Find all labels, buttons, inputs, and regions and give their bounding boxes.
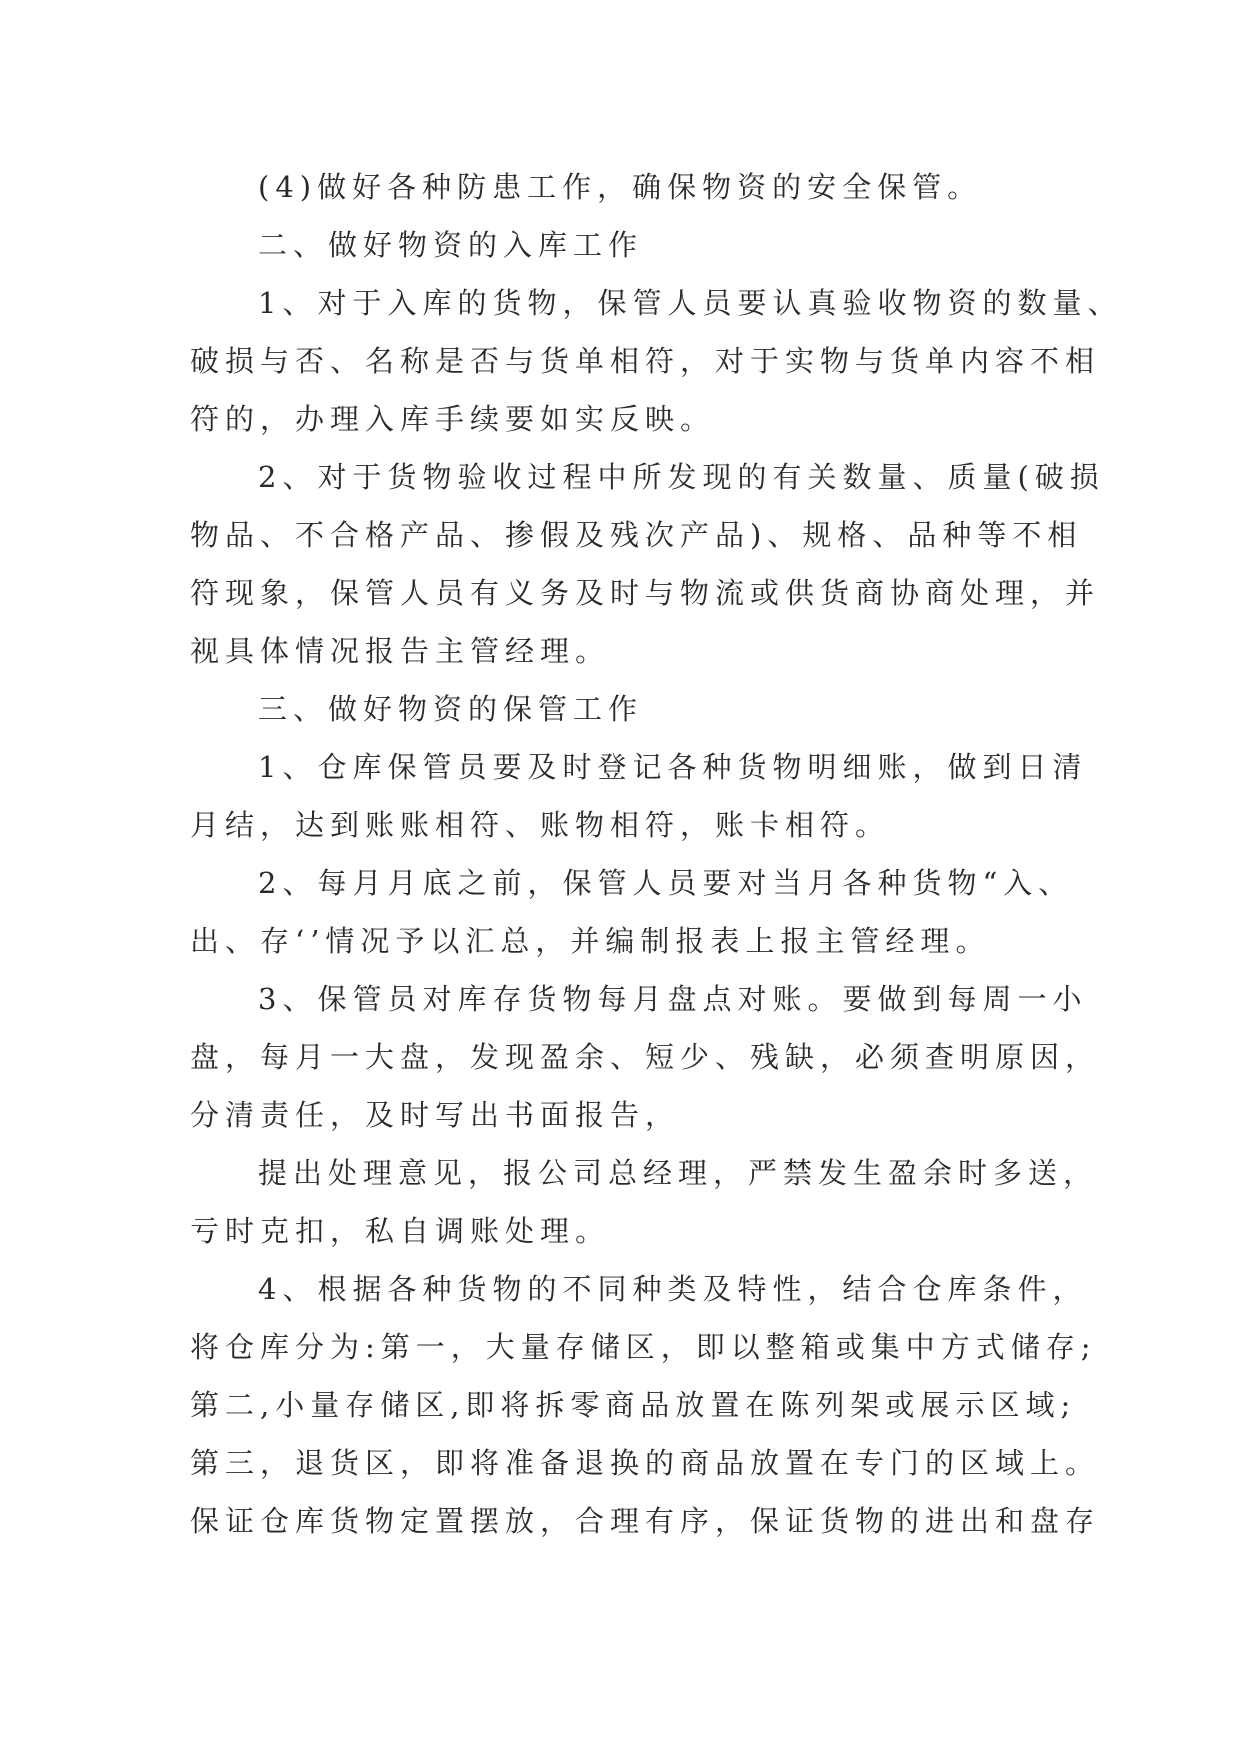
text-line-24: 保证仓库货物定置摆放，合理有序，保证货物的进出和盘存 xyxy=(190,1504,1101,1538)
text-line-1: (4)做好各种防患工作，确保物资的安全保管。 xyxy=(258,170,983,204)
section-heading-2: 二、做好物资的入库工作 xyxy=(258,228,644,262)
text-line-7: 物品、不合格产品、掺假及残次产品)、规格、品种等不相 xyxy=(190,518,1083,552)
text-line-8: 符现象，保管人员有义务及时与物流或供货商协商处理，并 xyxy=(190,576,1101,610)
text-line-14: 出、存‘’情况予以汇总，并编制报表上报主管经理。 xyxy=(190,924,991,958)
text-line-17: 分清责任，及时写出书面报告， xyxy=(190,1098,681,1132)
text-line-4: 破损与否、名称是否与货单相符，对于实物与货单内容不相 xyxy=(190,344,1101,378)
text-line-12: 月结，达到账账相符、账物相符，账卡相符。 xyxy=(190,808,891,842)
section-heading-3: 三、做好物资的保管工作 xyxy=(258,692,644,726)
text-line-5: 符的，办理入库手续要如实反映。 xyxy=(190,402,716,436)
text-line-13: 2、每月月底之前，保管人员要对当月各种货物“入、 xyxy=(258,866,1074,900)
text-line-20: 4、根据各种货物的不同种类及特性，结合仓库条件， xyxy=(258,1272,1088,1306)
text-line-22: 第二,小量存储区,即将拆零商品放置在陈列架或展示区域; xyxy=(190,1388,1077,1422)
text-line-6: 2、对于货物验收过程中所发现的有关数量、质量(破损 xyxy=(258,460,1105,494)
text-line-23: 第三，退货区，即将准备退换的商品放置在专门的区域上。 xyxy=(190,1446,1101,1480)
text-line-21: 将仓库分为:第一，大量存储区，即以整箱或集中方式储存; xyxy=(190,1330,1097,1364)
document-body xyxy=(190,158,1123,1550)
text-line-19: 亏时克扣，私自调账处理。 xyxy=(190,1214,611,1248)
text-line-3: 1、对于入库的货物，保管人员要认真验收物资的数量、 xyxy=(258,286,1123,320)
text-line-11: 1、仓库保管员要及时登记各种货物明细账，做到日清 xyxy=(258,750,1088,784)
text-line-18: 提出处理意见，报公司总经理，严禁发生盈余时多送， xyxy=(258,1156,1099,1190)
text-line-15: 3、保管员对库存货物每月盘点对账。要做到每周一小 xyxy=(258,982,1088,1016)
text-line-16: 盘，每月一大盘，发现盈余、短少、残缺，必须查明原因， xyxy=(190,1040,1101,1074)
text-line-9: 视具体情况报告主管经理。 xyxy=(190,634,611,668)
